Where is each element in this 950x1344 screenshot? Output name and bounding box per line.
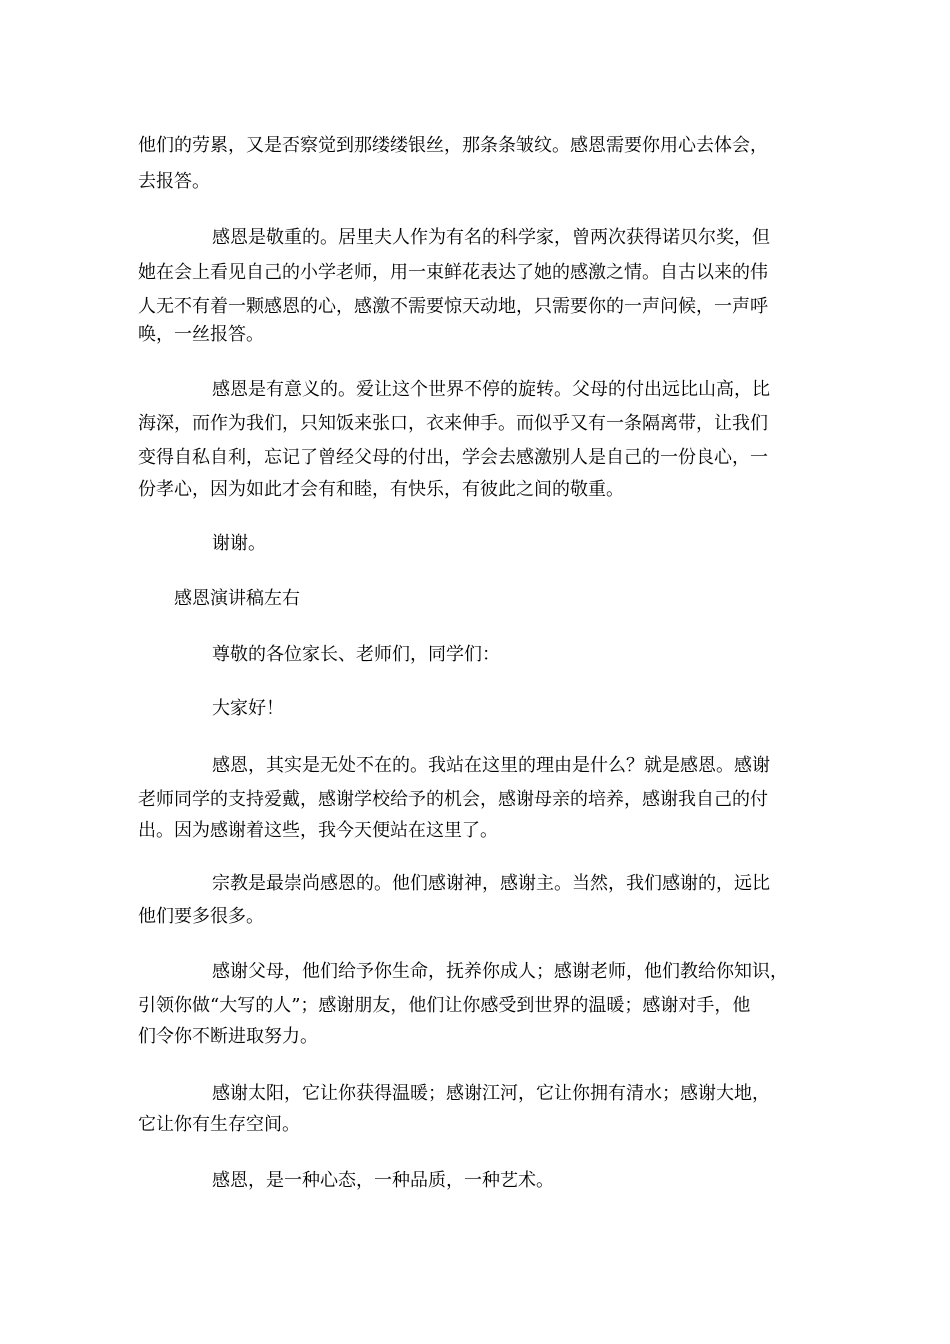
paragraph-line: 她在会上看见自己的小学老师，用一束鲜花表达了她的感激之情。自古以来的伟 — [138, 262, 768, 283]
paragraph-line: 们令你不断进取努力。 — [138, 1026, 318, 1047]
paragraph-line: 唤，一丝报答。 — [138, 324, 264, 345]
paragraph-line: 人无不有着一颗感恩的心，感激不需要惊天动地，只需要你的一声问候，一声呼 — [138, 296, 768, 317]
paragraph-line: 变得自私自利，忘记了曾经父母的付出，学会去感激别人是自己的一份良心，一 — [138, 447, 768, 468]
paragraph-line: 引领你做“大写的人”；感谢朋友，他们让你感受到世界的温暖；感谢对手，他 — [138, 995, 751, 1016]
paragraph-line: 海深，而作为我们，只知饭来张口，衣来伸手。而似乎又有一条隔离带，让我们 — [138, 413, 768, 434]
paragraph-line: 去报答。 — [138, 171, 210, 192]
salutation-line: 尊敬的各位家长、老师们，同学们： — [212, 644, 500, 665]
paragraph-line: 老师同学的支持爱戴，感谢学校给予的机会，感谢母亲的培养，感谢我自己的付 — [138, 789, 768, 810]
greeting-line: 大家好！ — [212, 698, 284, 719]
paragraph-line: 感恩，是一种心态，一种品质，一种艺术。 — [212, 1170, 554, 1191]
paragraph-line: 感恩是有意义的。爱让这个世界不停的旋转。父母的付出远比山高，比 — [212, 379, 770, 400]
section-title: 感恩演讲稿左右 — [174, 588, 300, 609]
paragraph-line: 谢谢。 — [212, 533, 266, 554]
paragraph-line: 感恩，其实是无处不在的。我站在这里的理由是什么？就是感恩。感谢 — [212, 755, 770, 776]
paragraph-line: 他们要多很多。 — [138, 906, 264, 927]
paragraph-line: 感谢父母，他们给予你生命，抚养你成人；感谢老师，他们教给你知识， — [212, 961, 788, 982]
paragraph-line: 感恩是敬重的。居里夫人作为有名的科学家，曾两次获得诺贝尔奖，但 — [212, 227, 770, 248]
paragraph-line: 它让你有生存空间。 — [138, 1114, 300, 1135]
paragraph-line: 出。因为感谢着这些，我今天便站在这里了。 — [138, 820, 498, 841]
paragraph-line: 感谢太阳，它让你获得温暖；感谢江河，它让你拥有清水；感谢大地， — [212, 1083, 770, 1104]
paragraph-line: 宗教是最崇尚感恩的。他们感谢神，感谢主。当然，我们感谢的，远比 — [212, 873, 770, 894]
paragraph-line: 份孝心，因为如此才会有和睦，有快乐，有彼此之间的敬重。 — [138, 479, 624, 500]
paragraph-line: 他们的劳累，又是否察觉到那缕缕银丝，那条条皱纹。感恩需要你用心去体会， — [138, 135, 768, 156]
